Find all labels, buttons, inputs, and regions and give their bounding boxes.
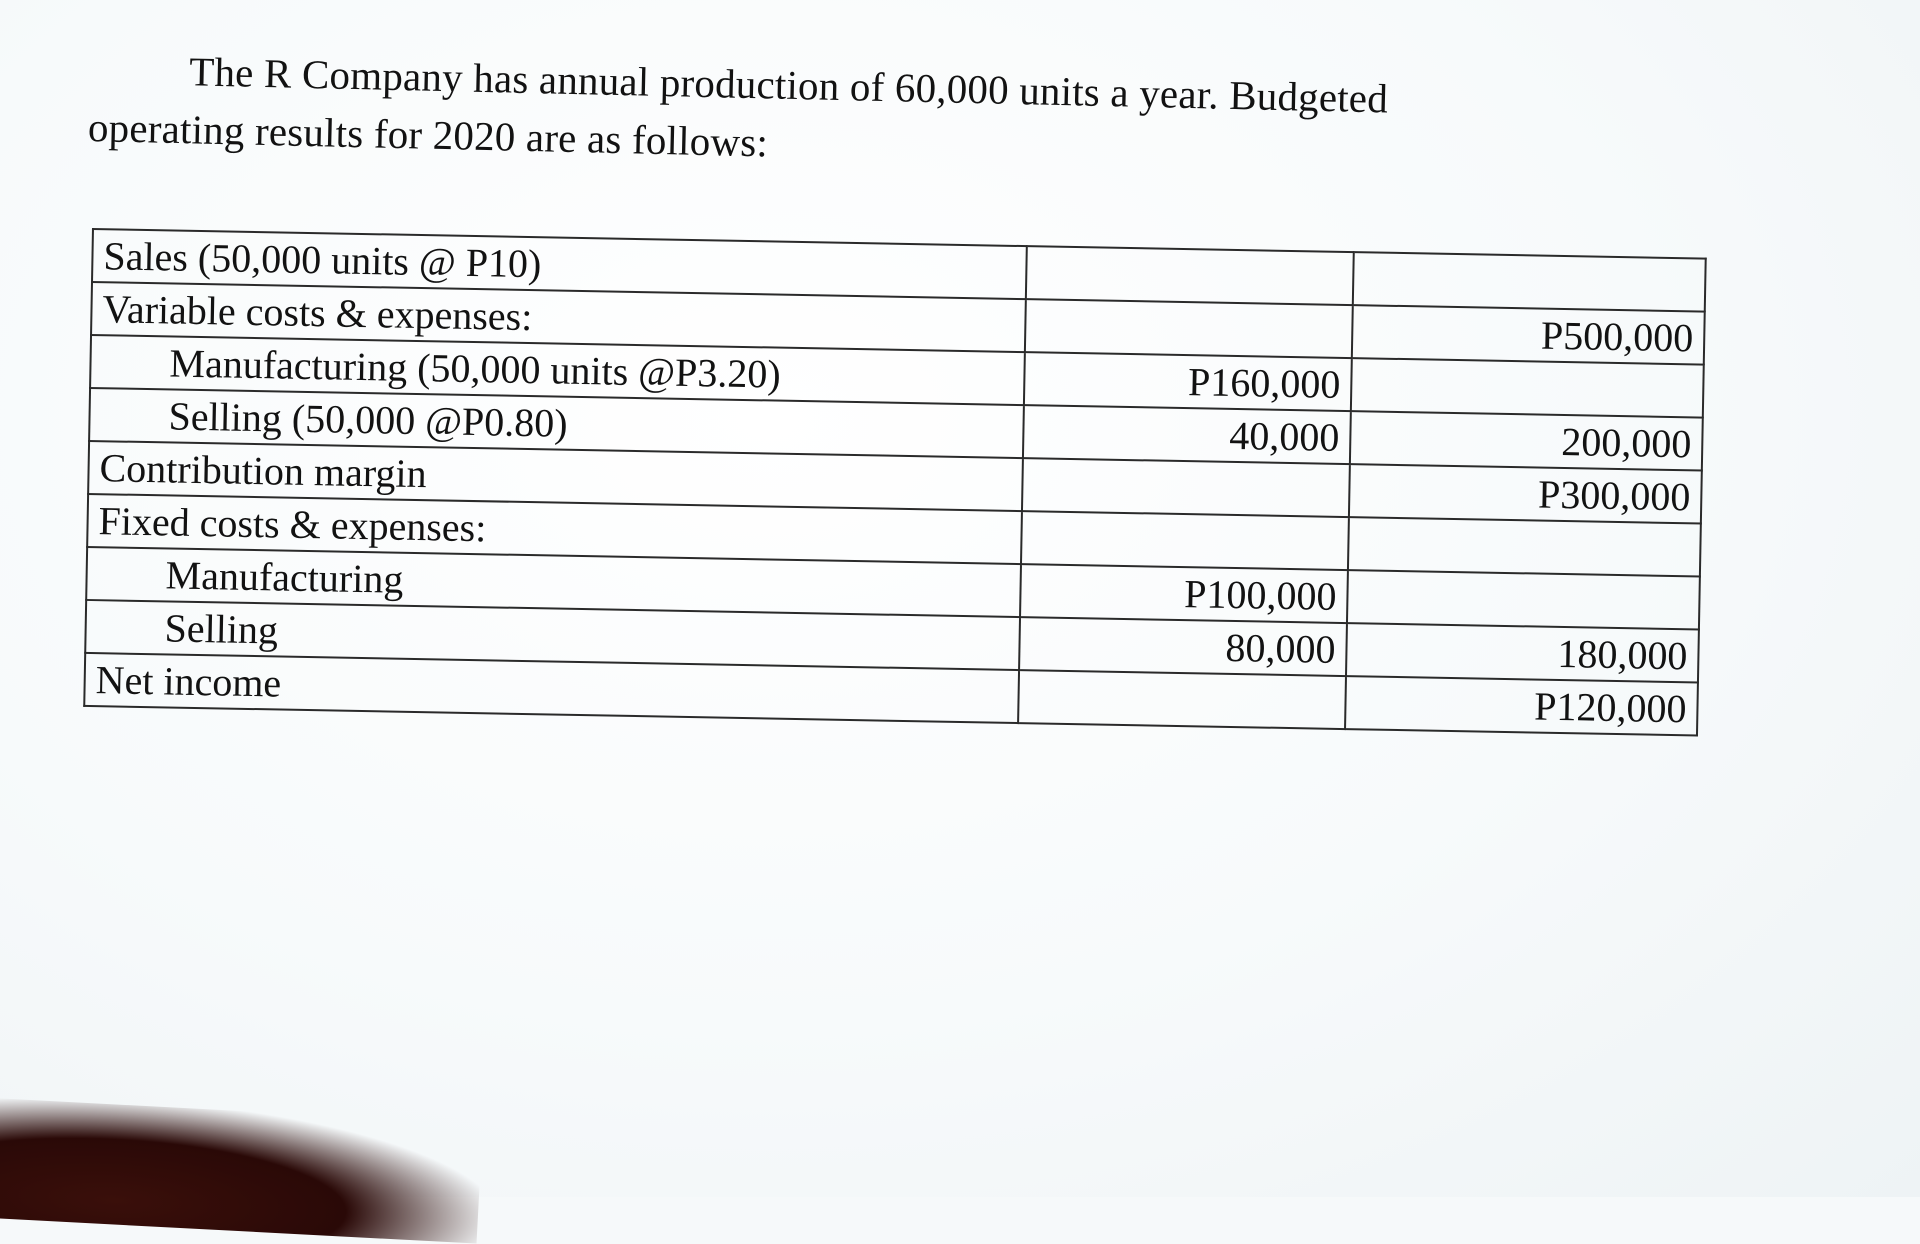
row-variable-selling-col1: 40,000: [1023, 405, 1351, 464]
row-label-sales: Sales (50,000 units @ P10): [92, 229, 1027, 299]
row-variable-selling-col2: 200,000: [1350, 411, 1703, 470]
corner-shadow: [0, 1096, 483, 1243]
income-statement: [83, 228, 1707, 737]
row-label-variable-selling: Selling (50,000 @P0.80): [89, 388, 1024, 458]
row-label-contribution-margin: Contribution margin: [88, 441, 1023, 511]
row-sales-col2: [1353, 252, 1706, 311]
row-label-fixed-selling: Selling: [85, 600, 1020, 670]
row-fixed-costs-col1: [1021, 511, 1349, 570]
row-fixed-manufacturing-col1: P100,000: [1020, 564, 1348, 623]
row-variable-manufacturing-col2: [1351, 358, 1704, 417]
row-label-fixed-manufacturing: Manufacturing: [86, 547, 1021, 617]
intro-line-2: operating results for 2020 are as follows:: [87, 103, 769, 166]
row-sales-col1: [1026, 246, 1354, 305]
row-contribution-margin-col2: P300,000: [1349, 464, 1702, 523]
row-label-variable-costs: Variable costs & expenses:: [91, 282, 1026, 352]
row-fixed-selling-col2: 180,000: [1346, 623, 1699, 682]
row-variable-manufacturing-col1: P160,000: [1024, 352, 1352, 411]
row-label-fixed-costs: Fixed costs & expenses:: [87, 494, 1022, 564]
row-net-income-col1: [1018, 670, 1346, 729]
row-net-income-col2: P120,000: [1345, 676, 1698, 735]
row-label-net-income: Net income: [84, 653, 1019, 723]
income-statement-table: [83, 228, 1707, 737]
row-label-variable-manufacturing: Manufacturing (50,000 units @P3.20): [90, 335, 1025, 405]
row-fixed-selling-col1: 80,000: [1019, 617, 1347, 676]
row-variable-costs-col2: P500,000: [1352, 305, 1705, 364]
row-variable-costs-col1: [1025, 299, 1353, 358]
row-contribution-margin-col1: [1022, 458, 1350, 517]
intro-paragraph: [87, 40, 1649, 191]
row-fixed-manufacturing-col2: [1347, 570, 1700, 629]
row-fixed-costs-col2: [1348, 517, 1701, 576]
intro-line-1: The R Company has annual production of 60,000 units a year. Budgeted: [188, 48, 1389, 122]
